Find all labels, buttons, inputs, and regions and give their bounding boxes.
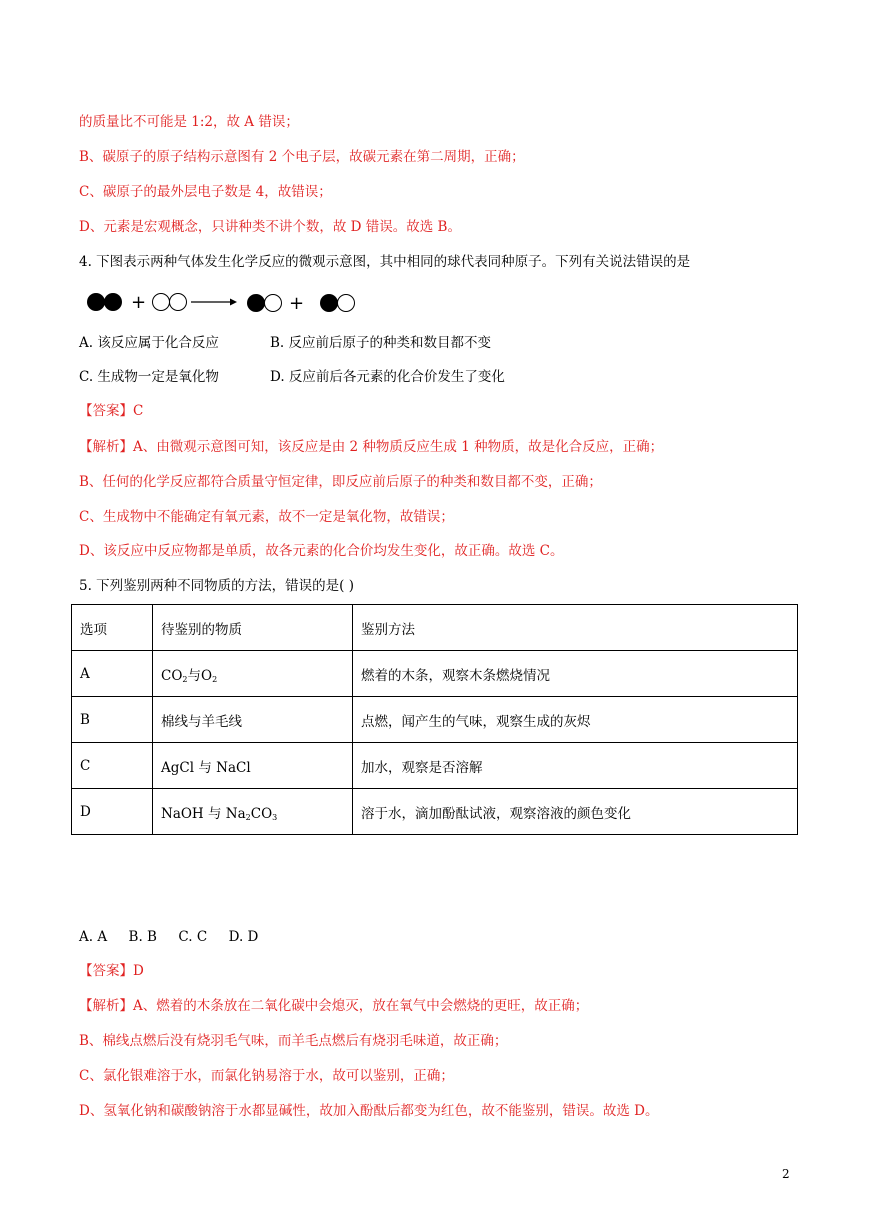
row-option: D [72, 789, 153, 835]
q5-explanation-line-1 [79, 997, 588, 1015]
reactant-molecule-white [153, 294, 187, 311]
reaction-arrow [191, 299, 237, 306]
plus-sign: + [131, 292, 147, 313]
row-method: 点燃，闻产生的气味，观察生成的灰烬 [353, 697, 798, 743]
plus-sign: + [289, 293, 305, 314]
q5-table [71, 604, 798, 835]
q4-option-a: A. 该反应属于化合反应 [79, 335, 219, 351]
answer-value: D [133, 963, 144, 979]
prev-explanation-line-4: D、元素是宏观概念，只讲种类不讲个数，故 D 错误。故选 B。 [79, 219, 461, 235]
answer-tag: 【答案】 [79, 963, 133, 979]
product-molecule-1 [247, 294, 282, 312]
q4-option-c: C. 生成物一定是氧化物 [79, 369, 219, 385]
row-substances: NaOH 与 $Na_2CO_3$ [153, 789, 353, 835]
q4-explanation-line-4: D、该反应中反应物都是单质，故各元素的化合价均发生变化，故正确。故选 C。 [79, 543, 564, 559]
prev-explanation-line-1: 的质量比不可能是 1:2，故 A 错误； [79, 114, 299, 130]
q4-option-b: B. 反应前后原子的种类和数目都不变 [270, 335, 492, 351]
q5-explanation-line-3: C、氯化银难溶于水，而氯化钠易溶于水，故可以鉴别，正确； [79, 1068, 454, 1084]
page-number: 2 [782, 1167, 790, 1181]
table-row [72, 651, 798, 697]
table-row [72, 743, 798, 789]
row-method: 加水，观察是否溶解 [353, 743, 798, 789]
table-row [72, 789, 798, 835]
prev-explanation-line-2: B、碳原子的原子结构示意图有 2 个电子层，故碳元素在第二周期，正确； [79, 149, 525, 165]
row-option: C [72, 743, 153, 789]
q4-explanation-line-2: B、任何的化学反应都符合质量守恒定律，即反应前后原子的种类和数目都不变，正确； [79, 474, 602, 490]
explanation-text: A、燃着的木条放在二氧化碳中会熄灭，放在氧气中会燃烧的更旺，故正确； [133, 998, 589, 1014]
header-option: 选项 [72, 605, 153, 651]
explanation-tag: 【解析】 [79, 439, 133, 455]
table-row [72, 697, 798, 743]
q5-stem: 5. 下列鉴别两种不同物质的方法，错误的是( ) [79, 578, 354, 594]
answer-tag: 【答案】 [79, 403, 133, 419]
header-substances: 待鉴别的物质 [153, 605, 353, 651]
q5-answer [79, 962, 144, 980]
q4-answer [79, 402, 143, 420]
q4-explanation-line-1 [79, 438, 663, 456]
answer-value: C [133, 403, 144, 419]
row-option: A [72, 651, 153, 697]
row-method: 溶于水，滴加酚酞试液，观察溶液的颜色变化 [353, 789, 798, 835]
table-header-row [72, 605, 798, 651]
row-method: 燃着的木条，观察木条燃烧情况 [353, 651, 798, 697]
product-molecule-2 [320, 294, 355, 312]
q4-option-d: D. 反应前后各元素的化合价发生了变化 [270, 369, 505, 385]
q5-options: A. A B. B C. C D. D [79, 929, 259, 945]
q5-explanation-line-4: D、氢氧化钠和碳酸钠溶于水都显碱性，故加入酚酞后都变为红色，故不能鉴别，错误。故选 D。 [79, 1103, 659, 1119]
reactant-molecule-black [87, 293, 122, 311]
q5-explanation-line-2: B、棉线点燃后没有烧羽毛气味，而羊毛点燃后有烧羽毛味道，故正确； [79, 1033, 508, 1049]
q4-stem: 4. 下图表示两种气体发生化学反应的微观示意图，其中相同的球代表同种原子。下列有关说法错误的是 [79, 254, 691, 270]
reaction-diagram [86, 289, 376, 317]
explanation-text: A、由微观示意图可知，该反应是由 2 种物质反应生成 1 种物质，故是化合反应，正确； [133, 439, 664, 455]
header-method: 鉴别方法 [353, 605, 798, 651]
q4-explanation-line-3: C、生成物中不能确定有氧元素，故不一定是氧化物，故错误； [79, 509, 454, 525]
row-substances: 棉线与羊毛线 [153, 697, 353, 743]
explanation-tag: 【解析】 [79, 998, 133, 1014]
row-option: B [72, 697, 153, 743]
row-substances: $CO_2$与$O_2$ [153, 651, 353, 697]
row-substances: AgCl 与 NaCl [153, 743, 353, 789]
prev-explanation-line-3: C、碳原子的最外层电子数是 4，故错误； [79, 184, 332, 200]
